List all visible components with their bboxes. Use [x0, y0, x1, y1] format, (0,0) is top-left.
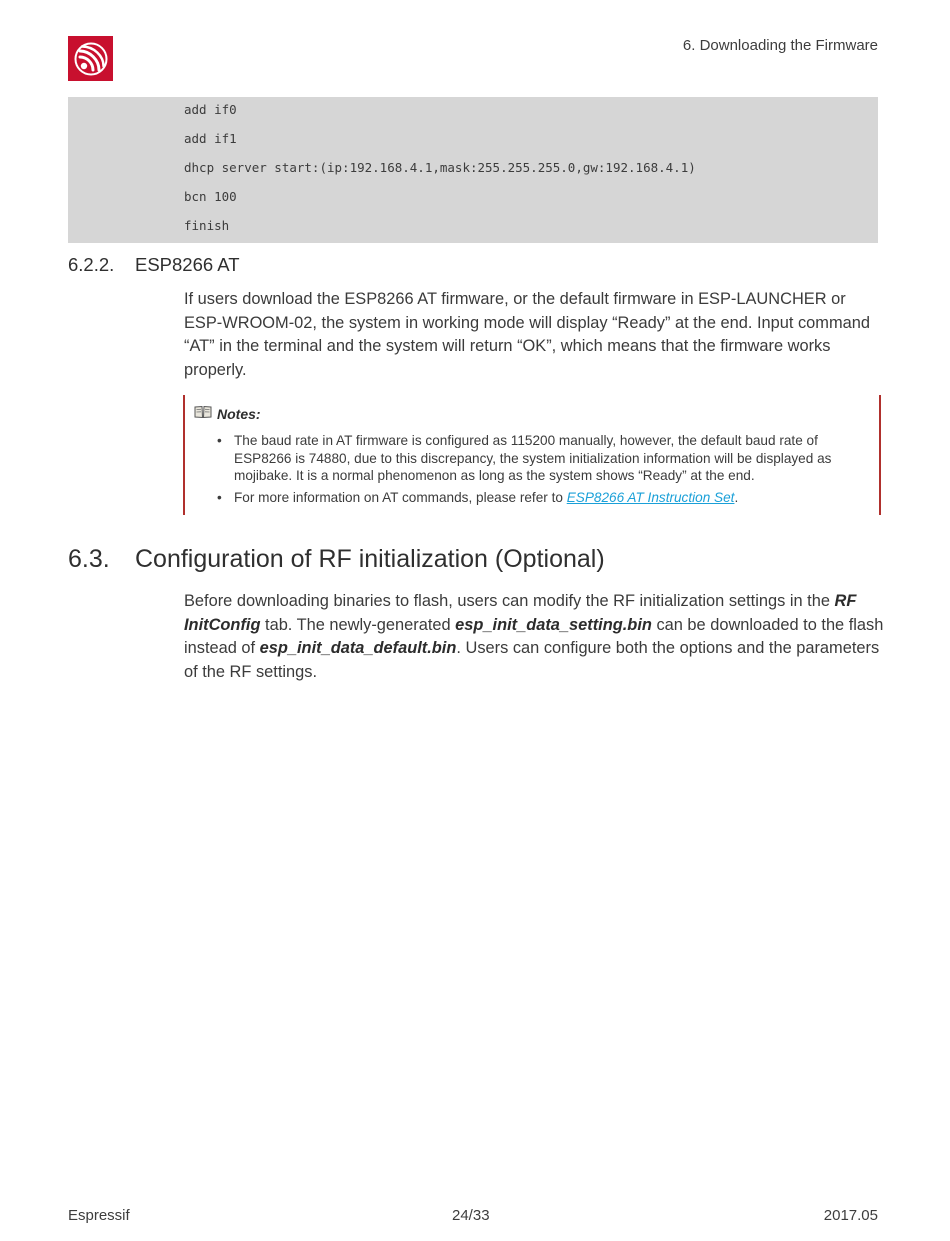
code-block — [68, 97, 878, 243]
section-number: 6.2.2. — [68, 254, 115, 275]
section-number: 6.3. — [68, 545, 110, 573]
section-title: Configuration of RF initialization (Optional) — [135, 545, 605, 573]
code-line: finish — [184, 218, 230, 233]
section-heading-6-2-2 — [68, 254, 240, 276]
footer-page-number: 24/33 — [452, 1207, 490, 1224]
footer-company: Espressif — [68, 1207, 130, 1224]
notes-title-text: Notes: — [217, 405, 261, 422]
rf-initconfig-term: RF InitConfig — [184, 592, 857, 634]
section-title: ESP8266 AT — [135, 254, 240, 275]
list-item — [234, 489, 864, 507]
paragraph-text: . Users can configure both the options and the parameters of the RF settings. — [184, 639, 880, 681]
paragraph-text: tab. The newly-generated — [260, 615, 456, 634]
footer-date: 2017.05 — [823, 1207, 878, 1224]
paragraph-text: can be downloaded to the flash instead of — [184, 615, 884, 657]
code-line: dhcp server start:(ip:192.168.4.1,mask:255.255.255.0,gw:192.168.4.1) — [184, 160, 696, 175]
paragraph-text: Before downloading binaries to flash, users can modify the RF initialization settings in the — [184, 592, 835, 610]
code-line: add if1 — [184, 131, 237, 146]
espressif-logo-icon — [74, 42, 108, 76]
espressif-logo — [68, 36, 113, 81]
book-icon — [194, 405, 212, 422]
default-bin-filename: esp_init_data_default.bin — [259, 639, 457, 657]
at-instruction-set-link[interactable]: ESP8266 AT Instruction Set — [566, 489, 735, 505]
notes-title — [194, 405, 261, 422]
paragraph-rf-initialization — [184, 590, 884, 684]
header-chapter-title: 6. Downloading the Firmware — [682, 37, 878, 54]
paragraph-esp8266-at: If users download the ESP8266 AT firmware, or the default firmware in ESP-LAUNCHER or ESP-WROOM-02, the system in working mode will display “Ready” at the end. Input command “AT” in the terminal and the system will return “OK”, which means that the firmware works properly. — [184, 290, 870, 379]
notes-list — [185, 432, 864, 510]
note-text: For more information on AT commands, please refer to — [234, 489, 567, 505]
section-heading-6-3 — [68, 545, 605, 574]
note-text-suffix: . — [734, 489, 739, 505]
notes-box — [183, 395, 881, 515]
list-item: • The baud rate in AT firmware is configured as 115200 manually, however, the default baud rate of ESP8266 is 74880, due to this discrepancy, the system initialization information will be displayed as mojibake. It is a normal phenomenon as long as the system shows “Ready” at the end. — [234, 432, 864, 485]
code-line: bcn 100 — [184, 189, 237, 204]
setting-bin-filename: esp_init_data_setting.bin — [455, 615, 652, 634]
code-line: add if0 — [184, 102, 237, 117]
